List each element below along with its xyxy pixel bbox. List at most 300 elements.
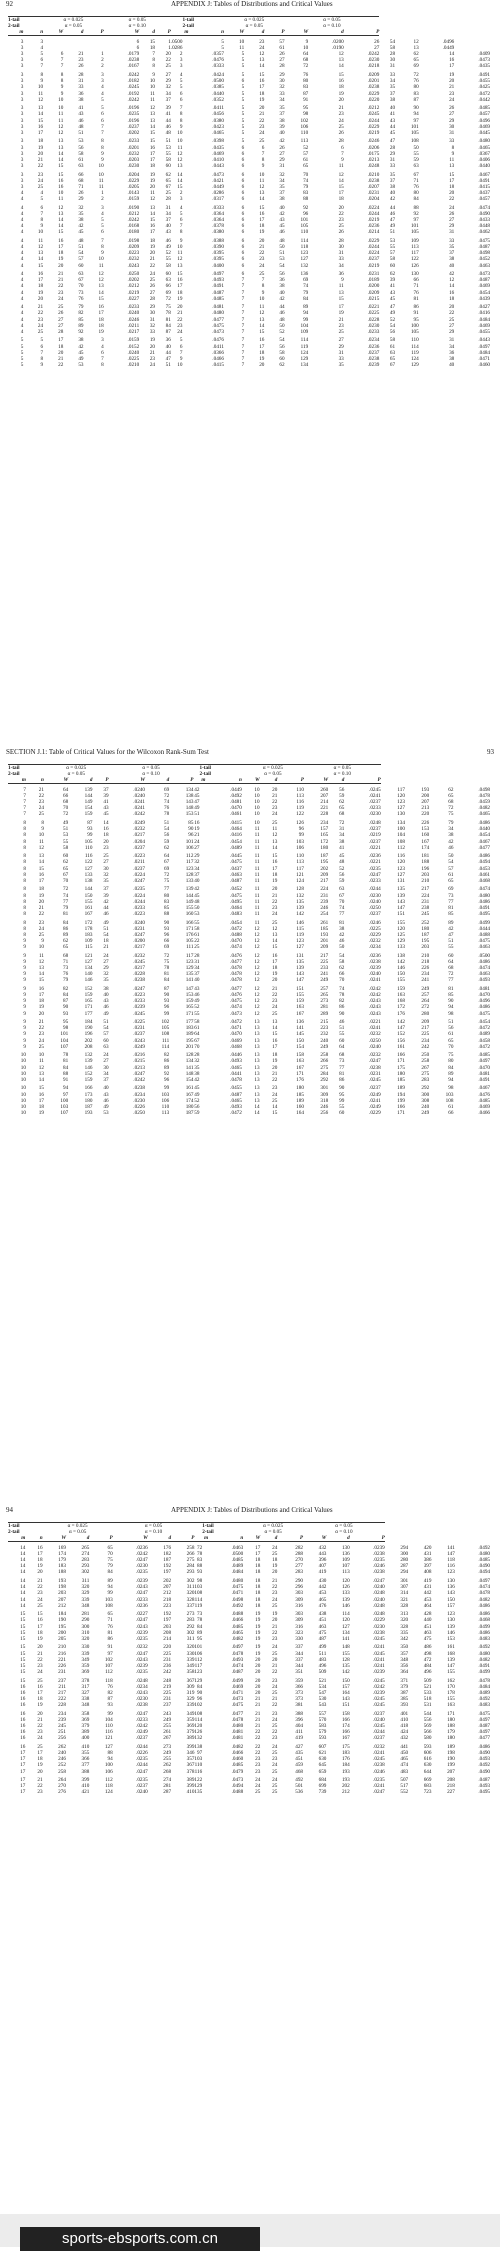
table-cell: .0240 (373, 1716, 385, 1723)
table-cell: 39 (103, 793, 109, 800)
table-cell: 123 (185, 958, 194, 965)
table-cell: 25 (338, 123, 344, 130)
table-cell: 93 (107, 1702, 113, 1709)
column-header-row (8, 1535, 490, 1542)
table-cell: .0247 (133, 1070, 145, 1077)
table-cell: 13 (254, 1064, 260, 1071)
column-header-row (8, 29, 490, 36)
table-cell: 234 (421, 1037, 430, 1044)
table-cell: .0480 (231, 1578, 244, 1585)
table-cell: 224 (320, 886, 329, 893)
watermark: sports-ebsports.com.cn (20, 2227, 260, 2251)
table-cell: .0493 (230, 1058, 242, 1065)
table-cell: 42 (279, 295, 285, 302)
table-cell: 25 (259, 138, 265, 145)
table-row (8, 36, 490, 45)
table-cell: 25 (449, 316, 455, 323)
table-cell: 75 (448, 811, 454, 818)
table-cell: 10 (259, 171, 265, 178)
table-cell: .0231 (367, 271, 380, 278)
table-cell: 6 (241, 244, 245, 251)
table-cell: 26 (279, 144, 285, 151)
column-header: P (264, 29, 284, 36)
table-cell: 14 (20, 1578, 26, 1585)
table-cell: 8 (261, 283, 265, 290)
table-cell: 3 (101, 337, 104, 344)
table-cell: .0491 (478, 1662, 490, 1669)
table-cell: .0233 (127, 304, 140, 311)
table-cell: 39 (279, 123, 285, 130)
table-cell: 223 (163, 1602, 172, 1609)
table-cell: 30 (338, 244, 344, 251)
table-cell: 158 (341, 1710, 350, 1717)
table-cell: 24 (259, 262, 265, 269)
table-cell: 23 (78, 57, 84, 64)
table-cell: 33 (338, 355, 344, 362)
table-cell: 96 (197, 1696, 203, 1703)
table-cell: 16 (20, 1683, 26, 1690)
table-cell: 8 (23, 892, 26, 899)
table-cell: 22 (37, 163, 44, 169)
table-cell: .0475 (478, 1010, 490, 1017)
table-cell: 359 (295, 1677, 304, 1684)
table-cell: 3 (20, 117, 24, 124)
table-cell: .0241 (373, 1644, 385, 1651)
table-cell: .0237 (136, 1783, 148, 1790)
table-cell: 20 (37, 1710, 43, 1717)
table-cell: 54 (164, 826, 170, 833)
table-cell: 25 (272, 1689, 278, 1696)
table-cell: .0159 (127, 196, 140, 203)
table-cell: 21 (37, 156, 44, 163)
table-cell: 17 (338, 304, 344, 311)
table-cell: 180 (447, 1735, 455, 1742)
table-cell: 7 (23, 793, 26, 800)
table-cell: .0395 (212, 256, 224, 263)
table-cell: 11 (177, 144, 183, 151)
table-cell: 6 (179, 90, 183, 97)
table-cell: .0497 (478, 1716, 490, 1723)
page-header (6, 0, 494, 12)
table-cell: .0217 (127, 328, 140, 335)
table-cell: 366 (295, 1683, 304, 1690)
table-cell: 36 (165, 337, 171, 344)
table-cell: 147 (185, 985, 194, 992)
table-cell: 14 (98, 289, 104, 296)
table-cell: 51 (164, 820, 170, 827)
table-cell: 288 (295, 1551, 304, 1558)
table-cell: 10 (259, 295, 265, 302)
table-cell: 42 (103, 898, 109, 905)
table-cell: 84 (413, 196, 419, 203)
table-cell: 268 (163, 1768, 172, 1775)
table-cell: 73 (448, 892, 454, 899)
table-cell: 8 (179, 111, 183, 118)
table-cell: 42 (194, 886, 200, 893)
table-cell: 21 (272, 793, 278, 800)
table-cell: 7 (261, 150, 265, 157)
table-cell: 75 (165, 304, 171, 311)
table-cell: 34 (449, 343, 455, 350)
table-cell: 209 (320, 944, 329, 951)
table-cell: 120 (397, 859, 405, 866)
table-cell: 483 (400, 1768, 409, 1775)
table-cell: 328 (400, 1623, 409, 1630)
table-cell: 167 (84, 911, 93, 917)
table-cell: 233 (320, 965, 329, 972)
table-cell: .0237 (133, 1031, 145, 1038)
table-cell: 61 (194, 1025, 200, 1032)
table-cell: 160 (185, 911, 194, 917)
table-cell: 42 (448, 838, 454, 845)
table-cell: 342 (400, 1635, 409, 1642)
table-cell: .0485 (478, 1097, 490, 1104)
table-cell: 7 (152, 51, 155, 58)
table-cell: 12 (58, 204, 64, 211)
table-cell: 22 (272, 799, 278, 806)
table-cell: 16 (20, 1689, 26, 1696)
table-cell: 277 (295, 1563, 304, 1570)
table-cell: 19 (37, 144, 44, 151)
table-cell: 219 (163, 1683, 172, 1690)
table-cell: 56 (279, 271, 285, 278)
table-cell: 369 (186, 1723, 195, 1730)
table-cell: 11 (98, 177, 104, 184)
table-cell: 10 (254, 793, 260, 800)
table-cell: .0472 (478, 1025, 490, 1032)
table-cell: 14 (20, 1569, 26, 1576)
table-cell: .0493 (230, 1103, 242, 1110)
table-cell: .0238 (373, 1629, 385, 1636)
table-cell: 319 (186, 1689, 195, 1696)
table-cell: 42 (279, 138, 285, 145)
table-cell: 195 (58, 1623, 66, 1630)
table-cell: .0395 (212, 250, 224, 257)
table-cell: 15 (20, 1650, 26, 1657)
table-cell: 179 (58, 1557, 66, 1564)
table-cell: 6 (241, 217, 245, 224)
table-cell: 176 (296, 1076, 304, 1083)
table-cell: .0488 (231, 1611, 244, 1618)
table-cell: 176 (341, 1756, 350, 1763)
table-cell: 89 (448, 919, 454, 926)
table-cell: 49 (165, 244, 171, 251)
table-cell: .0435 (212, 144, 224, 151)
table-cell: 127 (341, 1623, 350, 1630)
table-cell: 16 (194, 820, 200, 827)
table-cell: .0219 (127, 289, 140, 296)
table-cell: .0230 (367, 57, 380, 64)
table-cell: 24 (272, 1683, 278, 1690)
table-cell: 60 (339, 1110, 345, 1117)
table-cell: 183 (84, 931, 93, 938)
table-cell: 44 (279, 304, 285, 311)
table-cell: 217 (421, 886, 430, 893)
table-cell: 65 (413, 57, 419, 64)
table-cell: .0220 (367, 96, 380, 103)
table-cell: 12 (254, 931, 260, 938)
table-cell: 379 (81, 1723, 90, 1730)
table-cell: 15 (20, 1611, 26, 1618)
table-cell: 104 (397, 832, 405, 839)
table-cell: .0245 (127, 84, 140, 91)
table-cell: 166 (341, 1729, 350, 1736)
table-cell: 60 (448, 952, 454, 959)
table-cell: 294 (400, 1569, 409, 1576)
table-cell: 9 (23, 938, 26, 945)
table-cell: 88 (107, 1750, 113, 1757)
tail-label: 2-tail (8, 1529, 20, 1536)
table-cell: 369 (81, 1716, 90, 1723)
table-cell: .0460 (231, 1756, 244, 1763)
table-cell: .0238 (127, 57, 140, 64)
table-cell: 20 (255, 1669, 261, 1675)
column-header: P (277, 777, 304, 784)
table-cell: 136 (300, 271, 309, 278)
table-cell: 118 (447, 1557, 455, 1564)
table-cell: 371 (400, 1677, 409, 1684)
table-cell: 196 (84, 1031, 93, 1038)
table-cell: 23 (272, 1710, 278, 1717)
table-cell: 123 (185, 865, 194, 872)
table-cell: 41 (165, 111, 171, 118)
table-cell: 358 (186, 1669, 195, 1675)
table-cell: 25 (272, 1750, 278, 1757)
table-cell: 25 (37, 1602, 43, 1609)
table-cell: 8 (23, 904, 26, 911)
table-cell: 9 (41, 938, 44, 945)
tail-label: 1-tail (202, 1523, 243, 1530)
table-cell: .0459 (478, 799, 490, 806)
table-cell: .0230 (369, 811, 381, 818)
table-cell: 3 (101, 204, 104, 211)
table-cell: 198 (58, 1584, 66, 1591)
table-cell: 83 (303, 84, 309, 91)
table-cell: 274 (81, 1551, 90, 1558)
table-cell: 29 (279, 72, 285, 79)
table-cell: 19 (255, 1650, 261, 1657)
table-cell: 14 (254, 1103, 260, 1110)
alpha-label: α = 0.05 (304, 765, 381, 772)
table-cell: 22 (37, 1656, 43, 1663)
table-cell: .0246 (127, 316, 140, 323)
table-cell: 172 (397, 1004, 405, 1011)
table-cell: 19 (272, 877, 278, 884)
table-cell: 91 (63, 1076, 69, 1083)
table-cell: .0242 (369, 992, 381, 999)
table-cell: 17 (272, 1043, 278, 1050)
table-cell: 12 (259, 310, 265, 317)
table-cell: 10 (20, 1076, 26, 1083)
column-header: n (25, 1535, 42, 1542)
table-cell: 11 (338, 283, 344, 290)
table-cell: 59 (413, 156, 419, 163)
table-cell: 29 (338, 343, 344, 350)
table-cell: 159 (84, 1076, 93, 1083)
table-cell: .0243 (369, 1004, 381, 1011)
table-cell: 197 (163, 1617, 172, 1624)
table-cell: 9 (341, 156, 344, 163)
table-cell: 396 (318, 1557, 327, 1564)
table-cell: 18 (37, 283, 44, 290)
table-cell: 23 (37, 1729, 43, 1736)
table-cell: 349 (186, 1710, 195, 1717)
table-cell: .0409 (478, 51, 490, 58)
table-cell: 328 (186, 1596, 195, 1603)
table-cell: .0247 (136, 1557, 148, 1564)
table-cell: 24 (272, 911, 278, 917)
table-cell: 65 (448, 793, 454, 800)
table-cell: 84 (165, 322, 171, 329)
table-cell: .0247 (136, 1590, 148, 1597)
table-cell: 9 (23, 998, 26, 1005)
table-cell: 138 (194, 1743, 203, 1750)
table-cell: 19 (38, 892, 44, 899)
table-cell: 19 (58, 256, 64, 263)
table-cell: 54 (78, 250, 84, 257)
table-cell: 34 (194, 965, 200, 972)
table-row (8, 103, 490, 112)
table-cell: 79 (63, 977, 69, 984)
table-cell: 76 (413, 289, 419, 296)
table-cell: 40 (103, 1085, 109, 1092)
critical-values-table (8, 16, 490, 368)
table-cell: 15 (38, 1085, 44, 1092)
table-cell: 484 (423, 1662, 432, 1669)
table-cell: 86 (339, 1076, 345, 1083)
column-header: P (350, 1535, 385, 1542)
table-row (8, 884, 490, 893)
table-cell: 212 (341, 1789, 350, 1796)
table-cell: 94 (413, 111, 419, 118)
table-cell: .0245 (373, 1702, 385, 1709)
table-cell: 214 (320, 799, 329, 806)
table-cell: 108 (104, 1602, 113, 1609)
table-cell: 114 (161, 1043, 170, 1050)
table-cell: 23 (272, 1677, 278, 1684)
table-cell: .0221 (367, 304, 380, 311)
table-cell: 303 (295, 1590, 304, 1597)
table-cell: .0440 (478, 826, 490, 833)
table-cell: 203 (58, 1590, 66, 1597)
table-cell: .0469 (212, 150, 224, 157)
table-cell: 47 (165, 355, 171, 362)
table-cell: 18 (259, 349, 265, 356)
table-cell: 143 (185, 799, 194, 806)
table-cell: 10 (20, 1064, 26, 1071)
table-cell: 339 (81, 1650, 90, 1657)
table-cell: .0236 (369, 952, 381, 959)
table-cell: 400 (81, 1735, 90, 1742)
table-cell: 46 (103, 911, 109, 917)
table-cell: 38 (279, 196, 285, 203)
table-cell: 78 (164, 811, 170, 818)
table-cell: .0465 (230, 1064, 242, 1071)
table-cell: .0441 (230, 1070, 242, 1077)
table-cell: 135 (341, 1662, 350, 1669)
table-cell: 74 (63, 892, 69, 899)
table-cell: .0233 (369, 877, 381, 884)
table-cell: .0468 (478, 1617, 490, 1624)
table-cell: 15 (37, 117, 44, 124)
table-cell: 21 (272, 892, 278, 899)
table-cell: 110 (105, 1723, 113, 1730)
table-cell: 62 (165, 171, 171, 178)
table-cell: 58 (63, 844, 69, 851)
table-cell: 26 (279, 51, 285, 58)
table-cell: .0497 (478, 1729, 490, 1736)
alpha-label: α = 0.10 (333, 771, 351, 778)
table-cell: .0247 (133, 931, 145, 938)
table-cell: 193 (341, 1777, 350, 1784)
table-cell: .0233 (367, 328, 380, 335)
table-cell: .0490 (478, 1768, 490, 1775)
table-cell: 52 (279, 328, 285, 335)
table-cell: 19 (255, 1635, 261, 1642)
page-number: 92 (6, 0, 13, 8)
table-cell: 84 (164, 977, 170, 984)
table-cell: 51 (448, 938, 454, 945)
table-cell: 12 (177, 256, 183, 263)
table-cell: 249 (320, 977, 329, 984)
table-cell: 142 (341, 1669, 350, 1675)
table-cell: 67 (389, 362, 396, 369)
table-cell: 9 (40, 223, 44, 230)
table-cell: 15 (98, 295, 104, 302)
table-cell: 171 (447, 1710, 455, 1717)
table-cell: .0470 (230, 1031, 242, 1038)
table-cell: 24 (272, 1743, 278, 1750)
table-cell: 15 (338, 295, 344, 302)
table-cell: 27 (338, 337, 344, 344)
table-cell: 16 (177, 277, 183, 284)
table-cell: .0243 (127, 262, 140, 269)
table-cell: 146 (397, 965, 405, 972)
table-cell: 281 (320, 1004, 329, 1011)
table-cell: 4 (179, 204, 183, 211)
table-cell: 255 (163, 1723, 172, 1730)
table-cell: .0237 (369, 838, 381, 845)
table-cell: 16 (20, 1735, 26, 1742)
table-cell: 309 (295, 1596, 304, 1603)
table-cell: 201 (320, 938, 329, 945)
table-cell: 320 (81, 1584, 90, 1591)
table-cell: 13 (259, 57, 265, 64)
table-cell: 463 (423, 1629, 432, 1636)
table-cell: 330 (295, 1635, 304, 1642)
table-cell: 62 (448, 786, 454, 793)
table-cell: 15 (20, 1623, 26, 1630)
table-cell: .0461 (478, 871, 490, 878)
table-cell: 105 (410, 328, 419, 335)
table-cell: .0462 (478, 229, 490, 236)
table-cell: 12 (149, 196, 155, 203)
table-cell: 31 (279, 163, 285, 169)
table-cell: 12 (37, 244, 44, 251)
table-cell: 496 (318, 1662, 327, 1669)
table-cell: 61 (194, 931, 200, 938)
table-cell: 141 (185, 1064, 194, 1071)
table-cell: .0225 (127, 355, 140, 362)
table-cell: 14 (20, 1590, 26, 1597)
table-cell: .0475 (478, 938, 490, 945)
table-cell: 208 (84, 1043, 93, 1050)
table-cell: 302 (186, 1578, 195, 1585)
table-cell: 192 (163, 1611, 172, 1618)
table-cell: .0469 (478, 1103, 490, 1110)
table-cell: 19 (338, 310, 344, 317)
table-cell: 21 (272, 1070, 278, 1077)
